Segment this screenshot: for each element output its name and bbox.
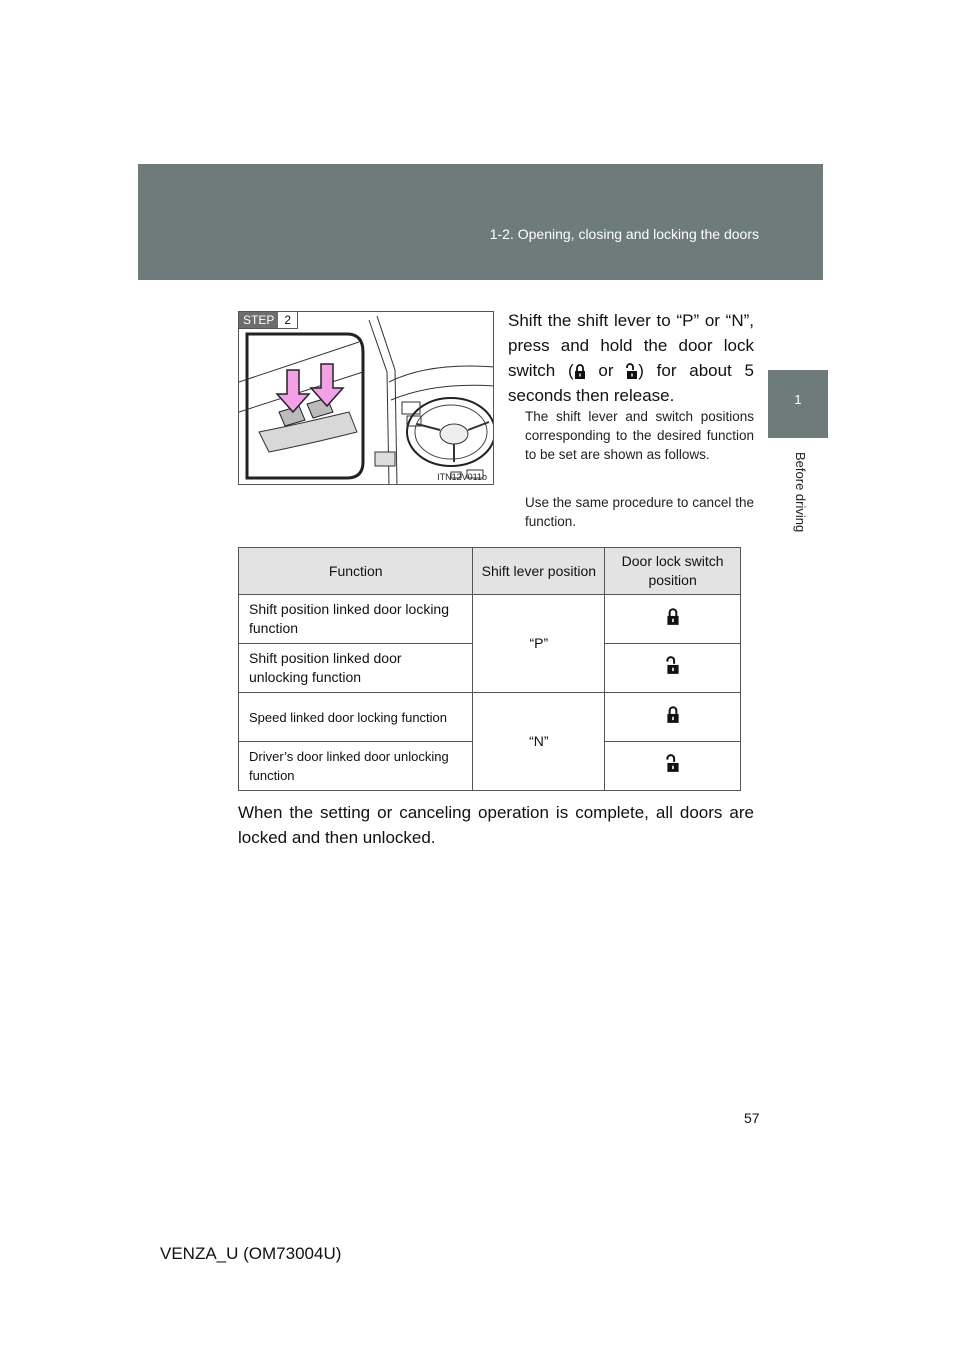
chapter-number: 1 [794,392,802,407]
manual-code: VENZA_U (OM73004U) [160,1244,342,1263]
door-lock-switch-illustration [238,311,494,485]
instruction-part-3: ) for about 5 seconds then release. [508,361,754,405]
note-cancel: Use the same procedure to cancel the function. [525,495,754,529]
lock-open-icon [666,754,680,773]
section-title: 1-2. Opening, closing and locking the doors [489,226,759,242]
step-word: STEP [239,312,278,328]
note-positions: The shift lever and switch positions corresponding to the desired function to be set are shown as follows. [525,409,754,462]
shift-position-cell: “P” [473,595,605,693]
lock-open-icon [626,363,638,380]
dashboard-drawing [239,312,494,485]
switch-cell [605,693,741,742]
switch-cell [605,644,741,693]
chapter-label: Before driving [793,452,808,533]
instruction-part-1: Shift the shift lever to “P” or “N”, press and hold the door lock switch ( [508,311,754,380]
figure-code: ITN12V011b [437,472,487,482]
table-header-row [239,548,741,595]
table-row [239,693,741,742]
table-row [239,595,741,644]
header-switch-position: Door lock switch position [605,548,741,595]
shift-position-cell: “N” [473,693,605,791]
lock-closed-icon [574,363,586,380]
header-shift-lever: Shift lever position [473,548,605,595]
lock-closed-icon [666,705,680,724]
completion-note: When the setting or canceling operation is complete, all doors are locked and then unlocked. [238,803,754,847]
lock-closed-icon [666,607,680,626]
switch-cell [605,742,741,791]
function-cell: Speed linked door locking function [239,693,473,742]
instruction-part-2: or [585,361,627,380]
step-number: 2 [278,312,297,328]
function-cell: Driver’s door linked door unlocking function [239,742,473,791]
step-badge [239,312,298,329]
function-table [238,547,741,791]
step-instruction [508,308,754,408]
page-number: 57 [744,1110,760,1126]
lock-open-icon [666,656,680,675]
switch-cell [605,595,741,644]
chapter-tab [768,370,828,438]
function-cell: Shift position linked door unlocking function [239,644,473,693]
header-function: Function [239,548,473,595]
header-band [138,164,823,280]
function-cell: Shift position linked door locking function [239,595,473,644]
